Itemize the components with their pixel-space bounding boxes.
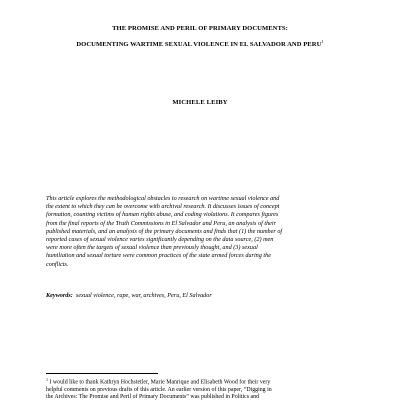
abstract-line: published materials, and an analysis of the primary documents and finds that (1) the number of (46, 227, 283, 235)
abstract-line: humiliation and sexual torture were common practices of the state armed forces during the (46, 252, 271, 260)
author-name: MICHELE LEIBY (172, 99, 228, 106)
abstract-line: reported cases of sexual violence varies significantly depending on the data source, (2) men (46, 236, 274, 244)
footnote-divider (46, 373, 158, 374)
footnote-mark: 1 (46, 377, 48, 382)
title-text-1: THE PROMISE AND PERIL OF PRIMARY DOCUMENTS: (112, 25, 288, 32)
abstract-line: the extent to which they can be overcome with archival research. It discusses issues of concept (46, 203, 280, 211)
footnote-line: helpful comments on previous drafts of this article. An earlier version of this paper, “Digging in (46, 386, 272, 393)
title-text-2: DOCUMENTING WARTIME SEXUAL VIOLENCE IN EL SALVADOR AND PERU (76, 41, 322, 48)
abstract-line: from the final reports of the Truth Commissions in El Salvador and Peru, an analysis of their (46, 219, 277, 227)
abstract (46, 195, 366, 269)
footnote-text: I would like to thank Kathryn Hochstetler, Marie Manrique and Elisabeth Wood for their very (48, 379, 271, 386)
abstract-line: conflicts. (46, 260, 69, 268)
abstract-line: formation, counting victims of human rights abuse, and coding violations. It compares figures (46, 211, 279, 219)
abstract-line: This article explores the methodological obstacles to research on wartime sexual violence and (46, 195, 280, 202)
footnote-line (46, 376, 376, 387)
title-footnote-mark[interactable]: 1 (321, 39, 324, 44)
keywords (46, 292, 212, 299)
paper-title-line-2 (0, 39, 400, 48)
footnote-line: the Archives: The Promise and Peril of Primary Documents” was published in Politics and (46, 394, 260, 401)
keywords-label: Keywords: (46, 292, 73, 299)
footnote (46, 376, 376, 402)
keywords-list: sexual violence, rape, war, archives, Peru, El Salvador (75, 292, 212, 299)
paper-title-line-1 (0, 25, 400, 32)
abstract-line: were more often the targets of sexual violence than previously thought, and (3) sexual (46, 244, 258, 252)
